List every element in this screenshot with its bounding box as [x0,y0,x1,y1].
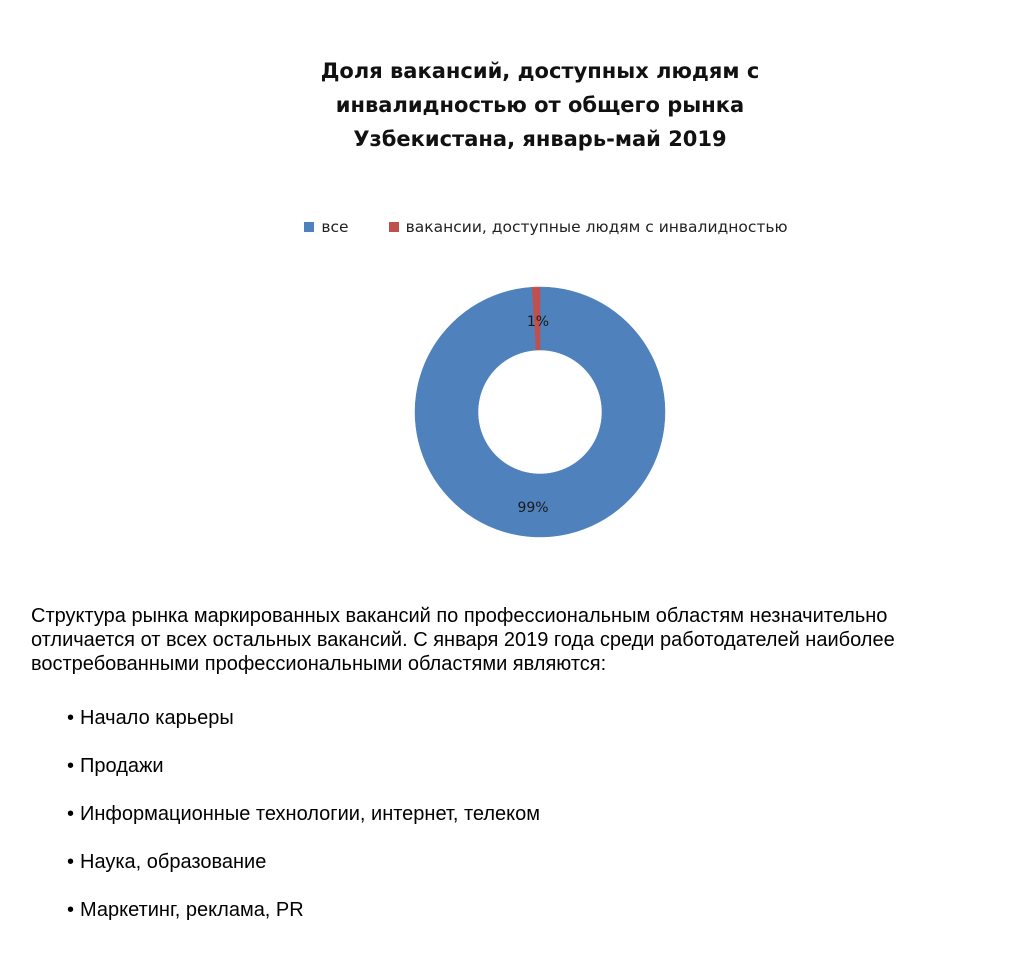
list-item [67,848,540,896]
bullet-icon: • [67,899,75,921]
list-item-label: Маркетинг, реклама, PR [80,899,304,921]
data-label-0: 99% [517,500,549,516]
chart-title-line: инвалидностью от общего рынка [335,93,745,117]
list-item-label: Начало карьеры [80,707,234,729]
list-item-label: Наука, образование [80,851,267,873]
legend-label: все [321,218,349,236]
bullet-icon: • [67,803,75,825]
list-item [67,752,540,800]
list-item [67,896,540,944]
bullet-icon: • [67,755,75,777]
bullet-icon: • [67,707,75,729]
description-paragraph: Структура рынка маркированных вакансий по профессиональным областям незначительно отличается от всех остальных вакансий. С января 2019 года среди работодателей наиболее востребованными профессиональными областями являются: [31,605,895,675]
list-item [67,800,540,848]
bullet-icon: • [67,851,75,873]
list-item [67,704,540,752]
list-item-label: Информационные технологии, интернет, телеком [80,803,541,825]
legend-label: вакансии, доступные людям с инвалидностью [405,218,788,236]
professional-areas-list [67,704,540,944]
list-item-label: Продажи [80,755,164,777]
chart-title-line: Узбекистана, январь-май 2019 [353,127,727,151]
chart-title-line: Доля вакансий, доступных людям с [320,59,760,83]
data-label-1: 1% [526,314,550,330]
